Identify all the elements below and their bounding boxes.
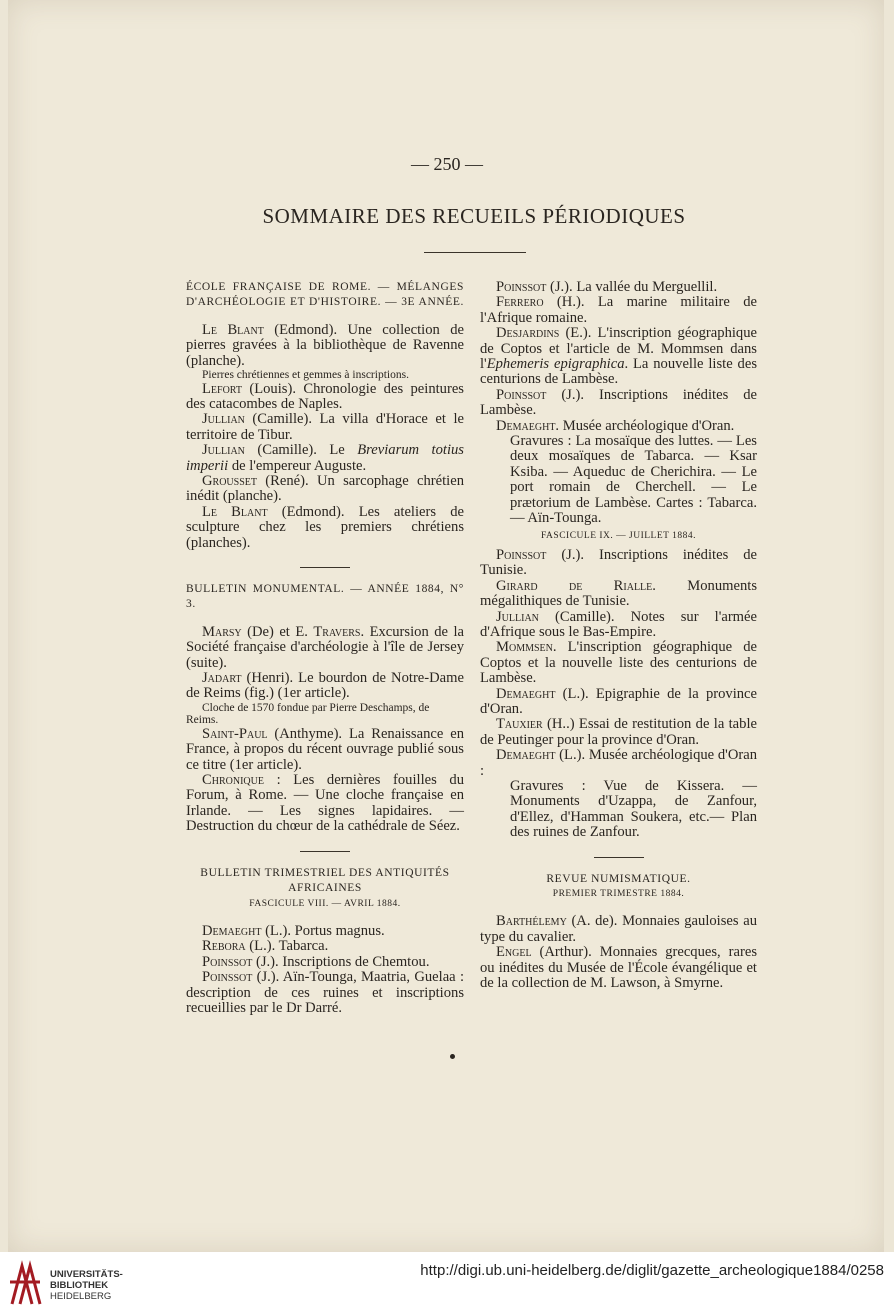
section-bulletin-monumental xyxy=(186,582,464,835)
list-item: Tauxier (H..) Essai de restitution de la table de Peutinger pour la province d'Oran. xyxy=(480,716,757,748)
section-bulletin-trimestriel xyxy=(186,866,464,1017)
section-divider xyxy=(300,567,350,568)
list-item: Barthélemy (A. de). Monnaies gauloises au type du cavalier. xyxy=(480,913,757,945)
list-item: Jullian (Camille). La villa d'Horace et le territoire de Tibur. xyxy=(186,411,464,443)
list-item: Demaeght (L.). Epigraphie de la province d'Oran. xyxy=(480,685,757,717)
list-item: Mommsen. L'inscription géographique de Coptos et la nouvelle liste des centurions de Lambèse. xyxy=(480,639,757,687)
list-item: Ferrero (H.). La marine militaire de l'Afrique romaine. xyxy=(480,294,757,326)
list-item: Saint-Paul (Anthyme). La Renaissance en France, à propos du récent ouvrage publié sous ce titre (1er article). xyxy=(186,725,464,773)
section-divider xyxy=(300,851,350,852)
list-item: Rebora (L.). Tabarca. xyxy=(202,938,329,955)
left-column xyxy=(186,280,464,1016)
right-column xyxy=(480,280,757,991)
section-subheader: FASCICULE IX. — JUILLET 1884. xyxy=(540,530,697,541)
list-item: Girard de Rialle. Monuments mégalithiques de Tunisie. xyxy=(480,577,757,610)
list-item: Le Blant (Edmond). Les ateliers de sculpture chez les premiers chrétiens (planches). xyxy=(186,503,464,551)
list-item: Lefort (Louis). Chronologie des peintures des catacombes de Naples. xyxy=(186,380,464,412)
list-item: Poinssot (J.). Inscriptions inédites de Tunisie. xyxy=(480,546,757,579)
section-ecole-francaise xyxy=(186,280,464,551)
section-header: BULLETIN TRIMESTRIEL DES ANTIQUITÉS AFRICAINES xyxy=(200,866,450,895)
footer-bar xyxy=(0,1252,894,1316)
list-item: Marsy (De) et E. Travers. Excursion de la Société française d'archéologie à l'île de Jersey (suite). xyxy=(186,623,464,671)
list-item: Chronique : Les dernières fouilles du Forum, à Rome. — Une cloche française en Irlande. — Les signes lapidaires. — Destruction du chœur de la cathédrale de Séez. xyxy=(186,772,464,835)
entry-note: Cloche de 1570 fondue par Pierre Deschamps, de Reims. xyxy=(186,701,430,727)
list-item: Poinssot (J.). La vallée du Merguellil. xyxy=(496,279,718,295)
section-header: BULLETIN MONUMENTAL. — ANNÉE 1884, N° 3. xyxy=(186,583,464,611)
title-divider xyxy=(424,252,526,253)
section-revue-numismatique xyxy=(480,872,757,992)
source-url-link[interactable]: http://digi.ub.uni-heidelberg.de/diglit/gazette_archeologique1884/0258 xyxy=(420,1262,884,1279)
section-antiquites-continued xyxy=(480,280,757,841)
university-logo-icon xyxy=(6,1260,44,1308)
section-subheader: PREMIER TRIMESTRE 1884. xyxy=(552,889,685,900)
list-item: Poinssot (J.). Inscriptions inédites de Lambèse. xyxy=(480,386,757,419)
section-subheader: FASCICULE VIII. — AVRIL 1884. xyxy=(249,898,401,909)
list-item: Grousset (René). Un sarcophage chrétien inédit (planche). xyxy=(186,472,464,505)
list-item: Demaeght (L.). Portus magnus. xyxy=(202,922,385,939)
entry-note: Pierres chrétiennes et gemmes à inscriptions. xyxy=(202,369,409,382)
section-header: ÉCOLE FRANÇAISE DE ROME. — MÉLANGES xyxy=(186,281,464,293)
list-item: Le Blant (Edmond). Une collection de pierres gravées à la bibliothèque de Ravenne (planche). xyxy=(186,321,464,369)
entry-detail: Gravures : La mosaïque des luttes. — Les deux mosaïques de Tabarca. — Ksar Ksiba. — Aqueduc de Cherichira. — Le port romain de Cherchell. — Le prætorium de Lambèse. Cartes : Tabarca. — Aïn-Tounga. xyxy=(510,433,757,527)
page-title: SOMMAIRE DES RECUEILS PÉRIODIQUES xyxy=(262,204,686,228)
library-name: UNIVERSITÄTS- BIBLIOTHEK HEIDELBERG xyxy=(50,1269,123,1302)
page-number: — 250 — xyxy=(411,154,483,174)
entry-detail: Gravures : Vue de Kissera. — Monuments d'Uzappa, de Zanfour, d'Ellez, d'Hamman Soukera, etc.— Plan des ruines de Zanfour. xyxy=(510,778,757,841)
list-item: Poinssot (J.). Aïn-Tounga, Maatria, Guelaa : description de ces ruines et inscriptions recueillies par le Dr Darré. xyxy=(186,969,464,1016)
list-item: Jullian (Camille). Notes sur l'armée d'Afrique sous le Bas-Empire. xyxy=(480,608,757,640)
section-header: D'ARCHÉOLOGIE ET D'HISTOIRE. — 3E ANNÉE. xyxy=(186,296,464,309)
section-header: REVUE NUMISMATIQUE. xyxy=(546,872,691,885)
list-item: Jullian (Camille). Le Breviarum totius imperii de l'empereur Auguste. xyxy=(186,442,464,474)
list-item: Jadart (Henri). Le bourdon de Notre-Dame de Reims (fig.) (1er article). xyxy=(186,670,464,702)
list-item: Demaeght (L.). Musée archéologique d'Oran : xyxy=(480,747,757,779)
list-item: Engel (Arthur). Monnaies grecques, rares ou inédites du Musée de l'École évangélique et de la collection de M. Lawson, à Smyrne. xyxy=(480,944,757,992)
list-item: Desjardins (E.). L'inscription géographique de Coptos et l'article de M. Mommsen dans l'Ephemeris epigraphica. La nouvelle liste des centurions de Lambèse. xyxy=(480,325,757,388)
list-item: Poinssot (J.). Inscriptions de Chemtou. xyxy=(202,953,430,970)
list-item: Demaeght. Musée archéologique d'Oran. xyxy=(496,417,735,434)
ornament-dot xyxy=(450,1054,455,1059)
section-divider xyxy=(594,857,644,858)
